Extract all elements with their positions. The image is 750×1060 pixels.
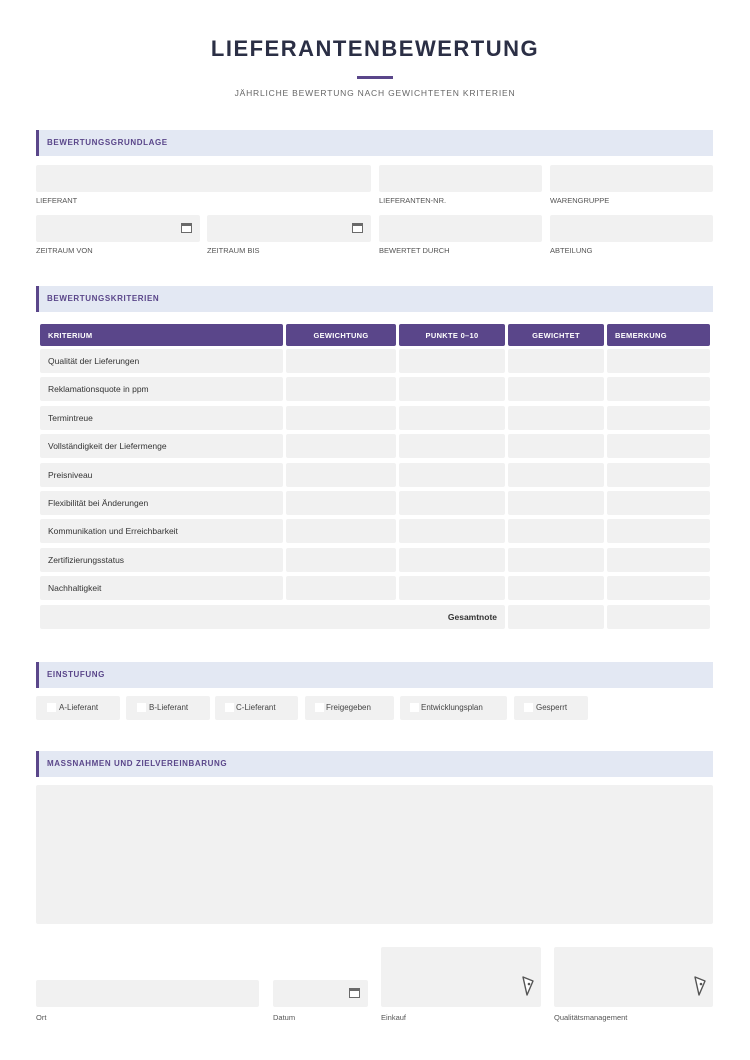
weight-cell[interactable]: [286, 548, 396, 572]
pen-nib-icon: [693, 976, 707, 996]
pen-nib-icon: [521, 976, 535, 996]
measures-textarea[interactable]: [36, 785, 713, 924]
table-header-criterion: KRITERIUM: [40, 324, 283, 346]
remark-cell[interactable]: [607, 491, 710, 515]
checkbox-box[interactable]: [47, 703, 56, 712]
quality-signature-field[interactable]: [554, 947, 713, 1007]
rated-by-label: BEWERTET DURCH: [379, 246, 450, 255]
points-cell[interactable]: [399, 349, 505, 373]
period-from-field[interactable]: [36, 215, 200, 242]
remark-cell[interactable]: [607, 406, 710, 430]
page-subtitle: JÄHRLICHE BEWERTUNG NACH GEWICHTETEN KRITERIEN: [234, 88, 516, 98]
weight-cell[interactable]: [286, 576, 396, 600]
criterion-label: Nachhaltigkeit: [48, 583, 102, 593]
period-to-field[interactable]: [207, 215, 371, 242]
total-label: Gesamtnote: [447, 612, 497, 622]
criterion-cell: [40, 576, 283, 600]
section-title: EINSTUFUNG: [47, 670, 105, 679]
points-cell[interactable]: [399, 548, 505, 572]
checkbox-a-supplier[interactable]: [36, 696, 120, 720]
calendar-icon[interactable]: [349, 988, 360, 998]
section-title: MASSNAHMEN UND ZIELVEREINBARUNG: [47, 759, 228, 768]
criterion-label: Termintreue: [48, 413, 93, 423]
calendar-icon[interactable]: [352, 223, 363, 233]
weight-cell[interactable]: [286, 349, 396, 373]
weighted-cell[interactable]: [508, 434, 604, 458]
supplier-label: LIEFERANT: [36, 196, 78, 205]
points-cell[interactable]: [399, 576, 505, 600]
criterion-cell: [40, 491, 283, 515]
points-cell[interactable]: [399, 406, 505, 430]
criterion-label: Kommunikation und Erreichbarkeit: [48, 526, 178, 536]
remark-cell[interactable]: [607, 377, 710, 401]
checkbox-label: B-Lieferant: [149, 703, 189, 712]
criterion-cell: [40, 519, 283, 543]
weighted-cell[interactable]: [508, 377, 604, 401]
criterion-label: Zertifizierungsstatus: [48, 555, 125, 565]
weight-cell[interactable]: [286, 434, 396, 458]
points-cell[interactable]: [399, 434, 505, 458]
weight-cell[interactable]: [286, 519, 396, 543]
place-label: Ort: [36, 1013, 47, 1022]
checkbox-box[interactable]: [315, 703, 324, 712]
calendar-icon[interactable]: [181, 223, 192, 233]
table-header-weight: GEWICHTUNG: [286, 324, 396, 346]
supplier-no-label: LIEFERANTEN-NR.: [379, 196, 447, 205]
remark-cell[interactable]: [607, 548, 710, 572]
table-header-weighted: GEWICHTET: [508, 324, 604, 346]
criterion-label: Flexibilität bei Änderungen: [48, 498, 149, 508]
weighted-cell[interactable]: [508, 519, 604, 543]
period-from-label: ZEITRAUM VON: [36, 246, 93, 255]
criterion-cell: [40, 349, 283, 373]
weighted-cell[interactable]: [508, 463, 604, 487]
criterion-label: Vollständigkeit der Liefermenge: [48, 441, 167, 451]
product-group-label: WARENGRUPPE: [550, 196, 610, 205]
weight-cell[interactable]: [286, 491, 396, 515]
weighted-cell[interactable]: [508, 548, 604, 572]
criterion-cell: [40, 463, 283, 487]
criterion-cell: [40, 377, 283, 401]
weighted-cell[interactable]: [508, 349, 604, 373]
checkbox-b-supplier[interactable]: [126, 696, 210, 720]
checkbox-c-supplier[interactable]: [215, 696, 298, 720]
weight-cell[interactable]: [286, 463, 396, 487]
checkbox-blocked[interactable]: [514, 696, 588, 720]
remark-cell[interactable]: [607, 463, 710, 487]
checkbox-development-plan[interactable]: [400, 696, 507, 720]
criterion-label: Qualität der Lieferungen: [48, 356, 140, 366]
checkbox-label: Gesperrt: [536, 703, 568, 712]
section-header-criteria: [36, 286, 713, 312]
quality-label: Qualitätsmanagement: [554, 1013, 628, 1022]
points-cell[interactable]: [399, 463, 505, 487]
remark-cell[interactable]: [607, 576, 710, 600]
section-header-basics: [36, 130, 713, 156]
total-row: [40, 605, 505, 629]
section-title: BEWERTUNGSGRUNDLAGE: [47, 138, 168, 147]
points-cell[interactable]: [399, 377, 505, 401]
section-title: BEWERTUNGSKRITERIEN: [47, 294, 160, 303]
total-weighted-cell[interactable]: [508, 605, 604, 629]
section-header-measures: [36, 751, 713, 777]
product-group-field[interactable]: [550, 165, 713, 192]
date-label: Datum: [273, 1013, 296, 1022]
rated-by-field[interactable]: [379, 215, 542, 242]
criterion-cell: [40, 548, 283, 572]
criterion-label: Reklamationsquote in ppm: [48, 384, 149, 394]
title-underline: [357, 76, 393, 79]
checkbox-label: A-Lieferant: [59, 703, 99, 712]
weight-cell[interactable]: [286, 406, 396, 430]
criterion-cell: [40, 406, 283, 430]
checkbox-label: Entwicklungsplan: [421, 703, 483, 712]
table-header-points: PUNKTE 0–10: [399, 324, 505, 346]
remark-cell[interactable]: [607, 434, 710, 458]
criterion-label: Preisniveau: [48, 470, 93, 480]
checkbox-approved[interactable]: [305, 696, 394, 720]
department-label: ABTEILUNG: [550, 246, 593, 255]
remark-cell[interactable]: [607, 349, 710, 373]
department-field[interactable]: [550, 215, 713, 242]
criterion-cell: [40, 434, 283, 458]
page-title: LIEFERANTENBEWERTUNG: [210, 36, 540, 61]
checkbox-box[interactable]: [410, 703, 419, 712]
checkbox-box[interactable]: [524, 703, 533, 712]
weight-cell[interactable]: [286, 377, 396, 401]
date-field[interactable]: [273, 980, 368, 1007]
supplier-field[interactable]: [36, 165, 371, 192]
table-header-remark: BEMERKUNG: [607, 324, 710, 346]
checkbox-label: Freigegeben: [326, 703, 371, 712]
supplier-no-field[interactable]: [379, 165, 542, 192]
weighted-cell[interactable]: [508, 491, 604, 515]
weighted-cell[interactable]: [508, 406, 604, 430]
weighted-cell[interactable]: [508, 576, 604, 600]
checkbox-box[interactable]: [225, 703, 234, 712]
section-header-rating: [36, 662, 713, 688]
purchasing-label: Einkauf: [381, 1013, 407, 1022]
checkbox-box[interactable]: [137, 703, 146, 712]
total-remark-cell[interactable]: [607, 605, 710, 629]
place-field[interactable]: [36, 980, 259, 1007]
points-cell[interactable]: [399, 491, 505, 515]
points-cell[interactable]: [399, 519, 505, 543]
purchasing-signature-field[interactable]: [381, 947, 541, 1007]
period-to-label: ZEITRAUM BIS: [207, 246, 260, 255]
remark-cell[interactable]: [607, 519, 710, 543]
checkbox-label: C-Lieferant: [236, 703, 276, 712]
